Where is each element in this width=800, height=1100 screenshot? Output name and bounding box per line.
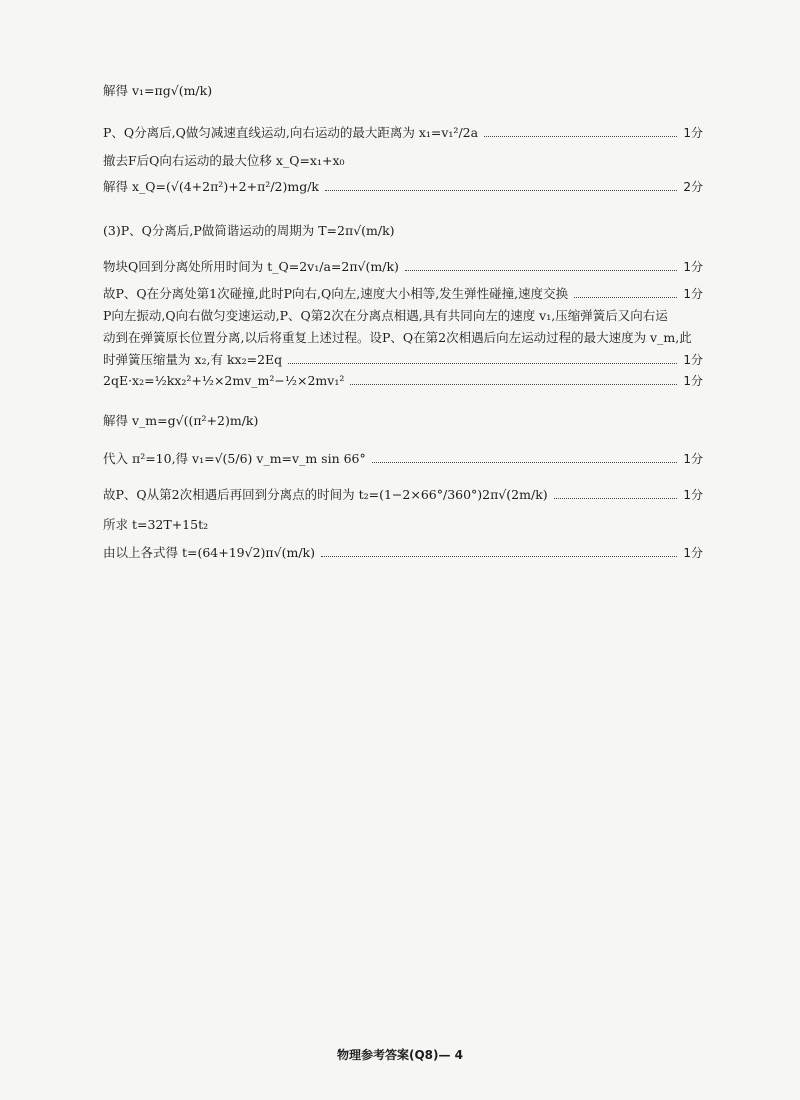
- solution-line-1: [103, 82, 703, 100]
- row-text: 故P、Q在分离处第1次碰撞,此时P向右,Q向左,速度大小相等,发生弹性碰撞,速度交换: [103, 286, 569, 301]
- line-text: 解得 v₁=πg√(m/k): [103, 83, 213, 98]
- line-text: P、Q分离后,Q做匀减速直线运动,向右运动的最大距离为 x₁=v₁²/2a: [103, 125, 479, 140]
- score-label: 1分: [683, 374, 703, 388]
- solution-line-12: [103, 544, 703, 562]
- score-label: 1分: [683, 287, 703, 301]
- solution-line-2: [103, 124, 703, 142]
- dot-leader: [325, 190, 677, 191]
- paragraph-row: [103, 305, 703, 327]
- solution-line-4: [103, 178, 703, 196]
- score-label: 1分: [683, 260, 703, 274]
- line-text: 代入 π²=10,得 v₁=√(5/6) v_m=v_m sin 66°: [103, 451, 366, 466]
- line-text: (3)P、Q分离后,P做简谐运动的周期为 T=2π√(m/k): [103, 223, 395, 238]
- paragraph-row: [103, 283, 703, 305]
- line-text: 2qE·x₂=½kx₂²+½×2mv_m²−½×2mv₁²: [103, 373, 345, 388]
- score-label: 1分: [683, 452, 703, 466]
- solution-line-7: [103, 372, 703, 390]
- collision-paragraph: [103, 283, 703, 371]
- solution-line-8: [103, 412, 703, 430]
- line-text: 故P、Q从第2次相遇后再回到分离点的时间为 t₂=(1−2×66°/360°)2π√(2m/k): [103, 487, 548, 502]
- line-text: 撤去F后Q向右运动的最大位移 x_Q=x₁+x₀: [103, 153, 345, 168]
- score-label: 1分: [683, 126, 703, 140]
- solution-line-10: [103, 486, 703, 504]
- line-text: 解得 v_m=g√((π²+2)m/k): [103, 413, 259, 428]
- dot-leader: [484, 136, 677, 137]
- row-text: P向左振动,Q向右做匀变速运动,P、Q第2次在分离点相遇,具有共同向左的速度 v₁,压缩弹簧后又向右运: [103, 308, 668, 323]
- paragraph-row: [103, 327, 703, 349]
- score-label: 1分: [683, 353, 703, 367]
- score-label: 1分: [683, 546, 703, 560]
- score-label: 1分: [683, 488, 703, 502]
- score-label: 2分: [683, 180, 703, 194]
- dot-leader: [288, 363, 677, 364]
- solution-line-6: [103, 258, 703, 276]
- line-text: 由以上各式得 t=(64+19√2)π√(m/k): [103, 545, 315, 560]
- dot-leader: [350, 384, 677, 385]
- dot-leader: [372, 462, 678, 463]
- dot-leader: [554, 498, 678, 499]
- row-text: 时弹簧压缩量为 x₂,有 kx₂=2Eq: [103, 352, 283, 367]
- solution-line-3: [103, 152, 703, 170]
- dot-leader: [405, 270, 677, 271]
- dot-leader: [321, 556, 677, 557]
- line-text: 物块Q回到分离处所用时间为 t_Q=2v₁/a=2π√(m/k): [103, 259, 399, 274]
- dot-leader: [574, 297, 677, 298]
- line-text: 解得 x_Q=(√(4+2π²)+2+π²/2)mg/k: [103, 179, 320, 194]
- row-text: 动到在弹簧原长位置分离,以后将重复上述过程。设P、Q在第2次相遇后向左运动过程的最大速度为 v_m,此: [103, 330, 692, 345]
- solution-line-11: [103, 516, 703, 534]
- solution-line-5: [103, 222, 703, 240]
- line-text: 所求 t=32T+15t₂: [103, 517, 209, 532]
- solution-line-9: [103, 450, 703, 468]
- paragraph-row: [103, 349, 703, 371]
- page-footer: 物理参考答案(Q8)— 4: [336, 1048, 464, 1062]
